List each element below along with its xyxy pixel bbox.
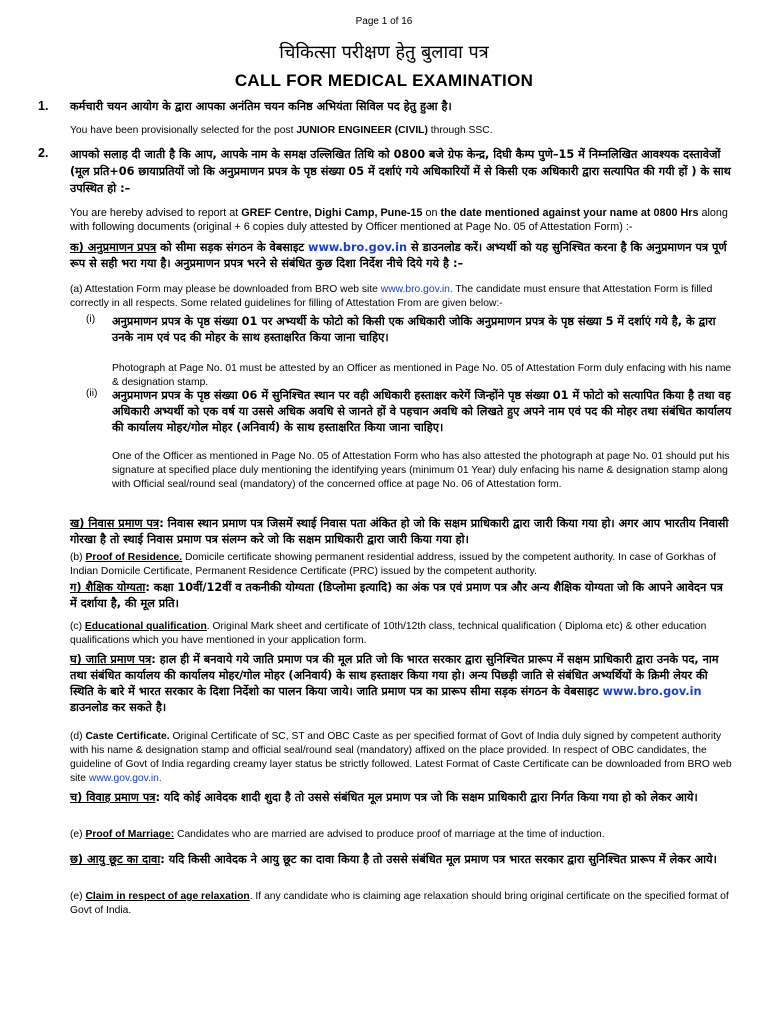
bro-website-link[interactable]: www.bro.gov.in [602, 685, 702, 698]
sub-item-i-hindi: अनुप्रमाणन प्रपत्र के पृष्ठ संख्या 01 पर अभ्यर्थी के फोटो को किसी एक अधिकारी जोकि अनुप्रमाणन प्रपत्र के पृष्ठ संख्या 5 में दर्शाएं गये है, के द्वारा उनके नाम एवं पद की मोहर के साथ हस्ताक्षरित किया जाना चाहिए। [112, 315, 716, 344]
sub-item-ii-hindi: अनुप्रमाणन प्रपत्र के पृष्ठ संख्या 06 में सुनिश्चित स्थान पर वही अधिकारी हस्ताक्षर करेगें जिन्होंने पृष्ठ संख्या 01 में फोटो को सत्यापित किया है तथा वह अधिकारी अभ्यर्थी को एक वर्ष या उससे अधिक अवधि से जानते हों वे पहचान अवधि को लिखते हुए अपने नाम एवं पद की मोहर तथा संबंधित कार्यालय की कार्यालय मोहर/गोल मोहर (अनिवार्य) के साथ हस्ताक्षरित किया जाना चाहिए। [112, 389, 732, 434]
sub-item-i [86, 314, 732, 390]
section-c-english: (c) Educational qualification. Original Mark sheet and certificate of 10th/12th class, technical qualification ( Diploma etc) & other education qualifications which you have mentioned in your application form. [70, 621, 707, 646]
section-a-english: (a) Attestation Form may please be downloaded from BRO web site www.bro.gov.in. The candidate must ensure that Attestation Form is filled correctly in all respects. Some related guidelines for filling of Attestation From are given below:- [70, 284, 713, 309]
section-d-hindi: घ) जाति प्रमाण पत्र: हाल ही में बनवाये गये जाति प्रमाण पत्र की मूल प्रति जो कि भारत सरकार द्वारा सुनिश्चित प्रारूप में सक्षम प्राधिकारी द्वारा उनके पद, नाम तथा संबंधित कार्यालय की कार्यालय मोहर/गोल मोहर (अनिवार्य) के साथ हस्ताक्षर किया गया हो। अन्य पिछड़ी जाति से संबंधित अभ्यर्थियों के क्रिमी लेयर की स्थिति के बारे में भारत सरकार के दिशा निर्देशो का पालन किया जाये। जाति प्रमाण पत्र का प्रारूप सीमा सड़क संगठन के वेबसाइट www.bro.gov.in डाउनलोड कर सकते है। [70, 653, 719, 714]
item-number: 1. [38, 99, 49, 113]
bro-website-link[interactable]: www.bro.gov.in [308, 241, 408, 254]
bro-website-link[interactable]: www.bro.gov.in. [380, 284, 453, 295]
page-number: Page 1 of 16 [355, 16, 413, 27]
section-b-hindi: ख) निवास प्रमाण पत्र: निवास स्थान प्रमाण पत्र जिसमें स्थाई निवास पता अंकित हो जो कि सक्षम प्राधिकारी द्वारा जारी किया गया हो। अगर आप भारतीय निवासी गोरखा है तो स्थाई निवास प्रमाण पत्र संलग्न करे जो कि सक्षम प्राधिकारी द्वारा जारी किया गया हो। [70, 517, 729, 546]
section-c-hindi: ग) शैक्षिक योग्यता: कक्षा 10वीं/12वीं व तकनीकी योग्यता (डिप्लोमा इत्यादि) का अंक पत्र एवं प्रमाण पत्र और अन्य शैक्षिक योग्यता जो कि आपने आवेदन पत्र में दर्शाया है, की मूल प्रति। [70, 581, 723, 610]
sub-item-i-english: Photograph at Page No. 01 must be attested by an Officer as mentioned in Page No. 05 of Attestation Form duly enfacing with his name & designation stamp. [112, 363, 732, 388]
gov-website-link[interactable]: www.gov.gov.in. [88, 773, 162, 784]
section-e-english: (e) Proof of Marriage: Candidates who are married are advised to produce proof of marriage at the time of induction. [70, 829, 605, 840]
post-name: JUNIOR ENGINEER (CIVIL) [296, 125, 428, 136]
item-1-hindi: कर्मचारी चयन आयोग के द्वारा आपका अनंतिम चयन कनिष्ठ अभियंता सिविल पद हेतु हुआ है। [70, 100, 452, 113]
section-e-hindi: च) विवाह प्रमाण पत्र: यदि कोई आवेदक शादी शुदा है तो उससे संबंधित मूल प्रमाण पत्र जो कि सक्षम प्राधिकारी द्वारा निर्गत किया गया हो को लेकर आये। [70, 791, 698, 804]
section-a-hindi: क) अनुप्रमाणन प्रपत्र को सीमा सड़क संगठन के वेबसाइट www.bro.gov.in से डाउनलोड करें। अभ्यर्थी को यह सुनिश्चित करना है कि अनुप्रमाणन पत्र पूर्ण रूप से सही भरा गया है। अनुप्रमाणन प्रपत्र भरने से संबंधित कुछ दिशा निर्देश नीचे दिये गये है :– [70, 241, 727, 270]
title-hindi: चिकित्सा परीक्षण हेतु बुलावा पत्र [279, 42, 489, 63]
item-2 [38, 146, 732, 197]
section-f-english: (e) Claim in respect of age relaxation. If any candidate who is claiming age relaxation should bring original certificate on the specified format of Govt of India. [70, 891, 729, 916]
item-2-hindi: आपको सलाह दी जाती है कि आप, आपके नाम के समक्ष उल्लिखित तिथि को 0800 बजे ग्रेफ केन्द्र, दिघी कैम्प पुणे–15 में निम्नलिखित आवश्यक दस्तावेजों (मूल प्रति+06 छायाप्रतियों जो कि अनुप्रमाणन प्रपत्र के पृष्ठ संख्या 05 में दर्शाएं गये अधिकारियों में से किसी एक अधिकारी द्वारा सत्यापित की गयी हों ) के साथ उपस्थित हो :– [70, 148, 731, 195]
sub-item-label: (ii) [86, 388, 98, 399]
item-1-english: You have been provisionally selected for the post JUNIOR ENGINEER (CIVIL) through SSC. [70, 125, 493, 136]
item-1 [38, 99, 732, 115]
section-d-english: (d) Caste Certificate. Original Certificate of SC, ST and OBC Caste as per specified format of Govt of India duly signed by competent authority with his name & designation stamp and official seal/round seal (mandatory) affixed on the place provided. In respect of OBC candidates, the guideline of Govt of India regarding creamy layer status be strictly followed. Latest Format of Caste Certificate can be downloaded from BRO web site www.gov.gov.in. [70, 731, 732, 784]
sub-item-ii [86, 388, 732, 492]
section-f-hindi: छ) आयु छूट का दावा: यदि किसी आवेदक ने आयु छूट का दावा किया है तो उससे संबंधित मूल प्रमाण पत्र भारत सरकार द्वारा सुनिश्चित प्रारूप में लेकर आये। [70, 853, 717, 866]
sub-item-ii-english: One of the Officer as mentioned in Page No. 05 of Attestation Form who has also attested the photograph at page No. 01 should put his signature at specified place duly mentioning the identifying years (minimum 01 Year) duly enfacing his name & designation stamp along with Official seal/round seal (mandatory) of the concerned office at page No. 06 of Attestation form. [112, 451, 730, 490]
title-english: CALL FOR MEDICAL EXAMINATION [234, 71, 534, 90]
item-2-english: You are hereby advised to report at GREF Centre, Dighi Camp, Pune-15 on the date mentioned against your name at 0800 Hrs along with following documents (original + 6 copies duly attested by Officer mentioned at Page No. 05 of Attestation Form) :- [70, 207, 728, 233]
item-number: 2. [38, 146, 49, 160]
section-b-english: (b) Proof of Residence. Domicile certificate showing permanent residential address, issued by the competent authority. In case of Gorkhas of Indian Domicile Certificate, Permanent Residence Certificate (PRC) issued by the competent authority. [70, 552, 716, 577]
sub-item-label: (i) [86, 314, 96, 325]
